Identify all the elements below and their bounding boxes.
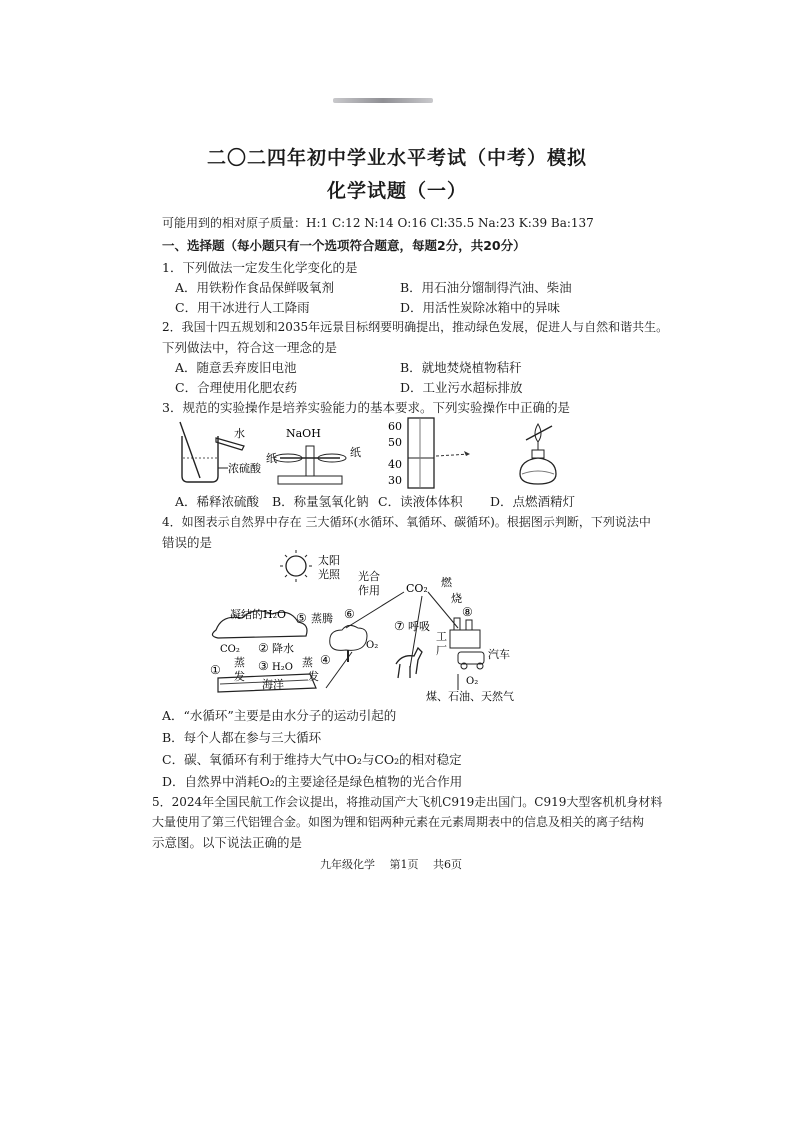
label-light: 光照 (318, 568, 340, 581)
q2-option-b: B．就地焚烧植物秸秆 (400, 360, 522, 375)
q3-option-b: B．称量氢氧化钠 (272, 494, 369, 509)
figure-alcohol-lamp (520, 424, 556, 484)
car-icon (458, 652, 484, 669)
label-factory1: 工 (436, 630, 447, 643)
scale-60: 60 (388, 420, 402, 433)
q4-option-a: A．“水循环”主要是由水分子的运动引起的 (162, 708, 397, 723)
label-burn2: 烧 (451, 592, 462, 605)
label-transpire: 蒸腾 (311, 612, 333, 625)
label-n6: ⑥ (344, 607, 355, 621)
q5-line3: 示意图。以下说法正确的是 (152, 835, 303, 850)
label-evap-l2: 发 (234, 670, 245, 683)
exam-subtitle: 化学试题（一） (326, 180, 467, 202)
label-h2o: H₂O (272, 662, 293, 673)
q1-option-a: A．用铁粉作食品保鲜吸氧剂 (175, 280, 335, 295)
q4-stem-line2: 错误的是 (162, 535, 213, 550)
q4-stem-line1: 4．如图表示自然界中存在 三大循环(水循环、氧循环、碳循环)。根据图示判断，下列说法中 (162, 515, 651, 529)
q5-line2: 大量使用了第三代铝锂合金。如图为锂和铝两种元素在元素周期表中的信息及相关的离子结构 (152, 815, 645, 829)
atomic-masses: 可能用到的相对原子质量：H:1 C:12 N:14 O:16 Cl:35.5 Na:23 K:39 Ba:137 (162, 216, 594, 230)
figure-dilute-acid (180, 422, 262, 482)
label-fuels: 煤、石油、天然气 (426, 690, 514, 703)
q2-stem-line2: 下列做法中，符合这一理念的是 (162, 340, 338, 355)
label-n1: ① (210, 663, 221, 677)
label-cloud: 凝结的H₂O (230, 608, 287, 621)
label-n3: ③ (258, 659, 269, 673)
q5-line1: 5．2024年全国民航工作会议提出，将推动国产大飞机C919走出国门。C919大型客机机身材料 (152, 795, 663, 809)
label-n4: ④ (320, 653, 331, 667)
scale-50: 50 (388, 436, 402, 449)
label-evap-r1: 蒸 (302, 656, 313, 669)
label-o2-bottom: O₂ (466, 676, 479, 687)
q1-option-c: C．用干冰进行人工降雨 (175, 300, 310, 315)
q3-stem: 3．规范的实验操作是培养实验能力的基本要求。下列实验操作中正确的是 (162, 400, 570, 415)
label-n5: ⑤ (296, 611, 307, 625)
sun-icon (280, 550, 312, 582)
figure-balance (266, 427, 361, 484)
q2-option-c: C．合理使用化肥农药 (175, 380, 298, 395)
label-evap-l1: 蒸 (234, 656, 245, 669)
label-rain: 降水 (272, 642, 294, 655)
label-photo1: 光合 (358, 570, 380, 583)
label-n8: ⑧ (462, 605, 473, 619)
exam-title: 二〇二四年初中学业水平考试（中考）模拟 (206, 147, 587, 169)
label-paper-right: 纸 (350, 446, 361, 459)
label-paper-left: 纸 (266, 452, 277, 465)
q2-option-a: A．随意丢弃废旧电池 (175, 360, 297, 375)
label-sun: 太阳 (318, 554, 340, 567)
q3-option-d: D．点燃酒精灯 (490, 494, 576, 509)
label-car: 汽车 (488, 648, 510, 661)
label-evap-r2: 发 (308, 670, 319, 683)
label-co2-left: CO₂ (220, 644, 240, 655)
scale-40: 40 (388, 458, 402, 471)
section-heading: 一、选择题（每小题只有一个选项符合题意，每题2分，共20分） (162, 238, 526, 253)
q3-option-c: C．读液体体积 (378, 494, 463, 509)
q1-stem: 1．下列做法一定发生化学变化的是 (162, 260, 358, 275)
q1-option-b: B．用石油分馏制得汽油、柴油 (400, 280, 572, 295)
label-conc-acid: 浓硫酸 (228, 462, 261, 475)
factory-icon (450, 618, 480, 648)
q2-stem-line1: 2．我国十四五规划和2035年远景目标纲要明确提出，推动绿色发展，促进人与自然和谐共生。 (162, 320, 669, 334)
q3-figures (170, 416, 590, 492)
label-ocean: 海洋 (262, 678, 284, 691)
label-n7: ⑦ (394, 619, 405, 633)
q4-option-b: B．每个人都在参与三大循环 (162, 730, 322, 745)
label-water: 水 (234, 427, 245, 440)
label-o2-mid: O₂ (366, 640, 379, 651)
label-breath: 呼吸 (408, 620, 430, 633)
q4-option-d: D．自然界中消耗O₂的主要途径是绿色植物的光合作用 (162, 774, 463, 789)
q4-cycle-diagram (196, 548, 536, 704)
label-n2: ② (258, 641, 269, 655)
top-scan-mark (333, 98, 433, 103)
label-photo2: 作用 (358, 584, 380, 597)
q2-option-d: D．工业污水超标排放 (400, 380, 523, 395)
page-footer: 九年级化学 第1页 共6页 (320, 858, 462, 871)
label-burn1: 燃 (441, 576, 452, 589)
label-naoh: NaOH (286, 427, 321, 440)
figure-cylinder (388, 418, 470, 488)
deer-icon (396, 648, 422, 678)
q4-option-c: C．碳、氧循环有利于维持大气中O₂与CO₂的相对稳定 (162, 752, 462, 767)
scale-30: 30 (388, 474, 402, 487)
label-co2-top: CO₂ (406, 582, 428, 595)
q1-option-d: D．用活性炭除冰箱中的异味 (400, 300, 561, 315)
label-factory2: 厂 (436, 644, 447, 657)
q3-option-a: A．稀释浓硫酸 (175, 494, 260, 509)
